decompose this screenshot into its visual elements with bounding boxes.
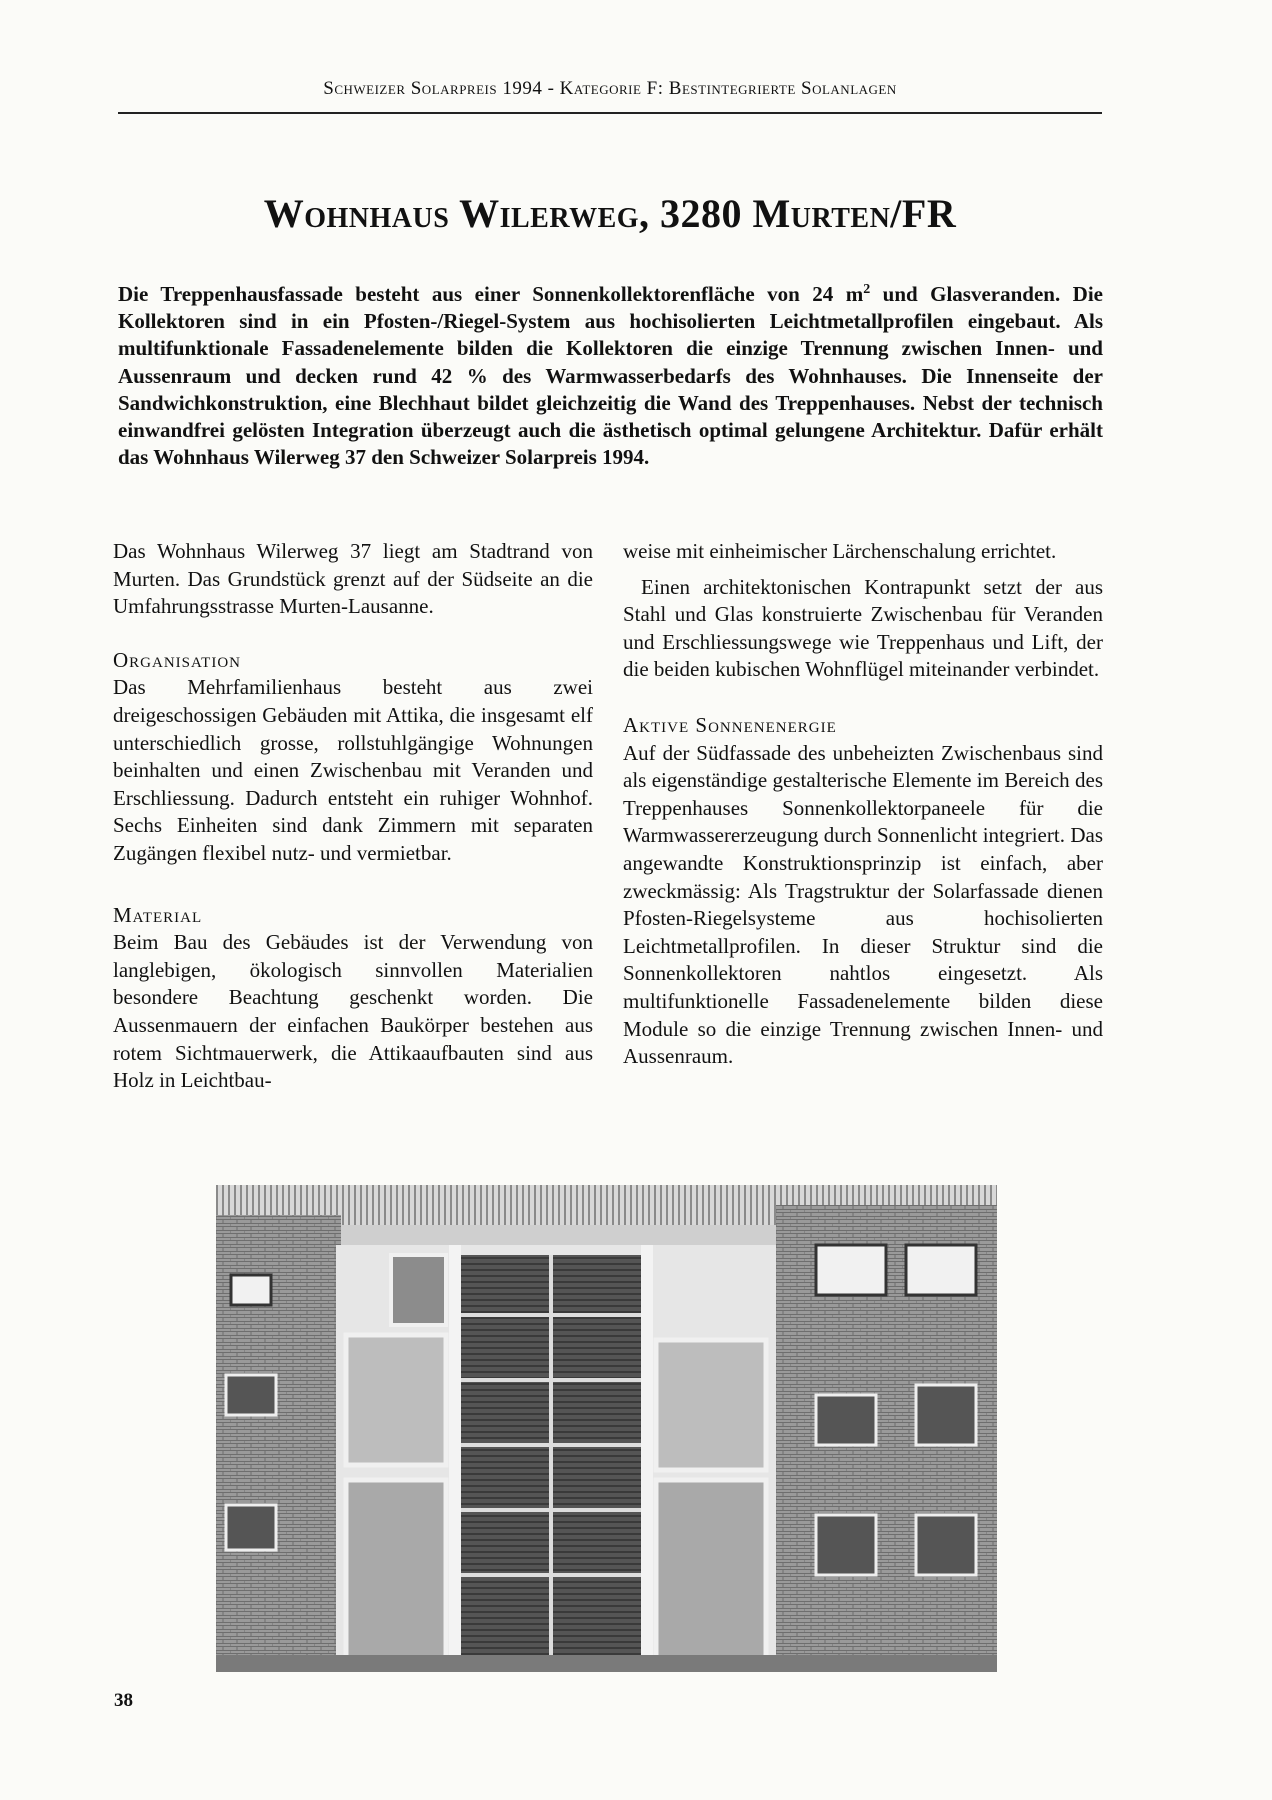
page-number: 38 <box>114 1690 133 1711</box>
material-paragraph-2: Einen architektonischen Kontrapunkt setzt der aus Stahl und Glas konstruierte Zwischenbau für Veranden und Erschliessungswege wie Treppenhaus und Lift, der die beiden kubischen Wohnflügel miteinander verbindet. <box>623 574 1103 682</box>
organisation-heading: Organisation <box>113 647 241 672</box>
building-facade-illustration <box>216 1185 997 1672</box>
lead-text-part2: und Glasveranden. Die Kollektoren sind in ein Pfosten-/Riegel-System aus hochisolierten Leichtmetallprofilen eingebaut. Als multifunktionale Fassadenelemente bilden die Kollektoren die einzige Trennung zwischen Innen- und Aussenraum und decken rund 42 % des Warmwasserbedarfs des Wohnhauses. Die Innenseite der Sandwichkonstruktion, eine Blechhaut bildet gleichzeitig die Wand des Treppenhauses. Nebst der technisch einwandfrei gelösten Integration überzeugt auch die ästhetisch optimal gelungene Architektur. Dafür erhält das Wohnhaus Wilerweg 37 den Schweizer Solarpreis 1994. <box>118 282 1103 470</box>
lead-superscript: 2 <box>863 282 871 297</box>
header-rule <box>118 112 1102 114</box>
material-heading: Material <box>113 902 203 927</box>
lead-text-part1: Die Treppenhausfassade besteht aus einer Sonnenkollektorenfläche von 24 m <box>118 282 864 306</box>
page-title: Wohnhaus Wilerweg, 3280 Murten/FR <box>263 191 957 236</box>
lead-paragraph <box>118 276 1103 471</box>
organisation-paragraph: Das Mehrfamilienhaus besteht aus zwei dreigeschossigen Gebäuden mit Attika, die insgesamt elf unterschiedlich grosse, rollstuhlgängige Wohnungen beinhalten und einen Zwischenbau mit Veranden und Erschliessung. Dadurch entsteht ein ruhiger Wohnhof. Sechs Einheiten sind dank Zimmern mit separaten Zugängen flexibel nutz- und vermietbar. <box>113 675 593 865</box>
solar-heading: Aktive Sonnenenergie <box>623 712 837 737</box>
intro-paragraph: Das Wohnhaus Wilerweg 37 liegt am Stadtrand von Murten. Das Grundstück grenzt auf der Südseite an die Umfahrungsstrasse Murten-Lausanne. <box>113 539 593 619</box>
running-header: Schweizer Solarpreis 1994 - Kategorie F: Bestintegrierte Solanlagen <box>323 78 897 99</box>
building-photo <box>216 1185 997 1672</box>
material-paragraph: Beim Bau des Gebäudes ist der Verwendung von langlebigen, ökologisch sinnvollen Materialien besondere Beachtung geschenkt worden. Die Aussenmauern der einfachen Baukörper bestehen aus rotem Sichtmauerwerk, die Attikaaufbauten sind aus Holz in Leichtbau- <box>113 930 593 1093</box>
left-column <box>113 538 593 1095</box>
solar-paragraph: Auf der Südfassade des unbeheizten Zwischenbaus sind als eigenständige gestalterische Elemente im Bereich des Treppenhauses Sonnenkollektorpaneele für die Warmwassererzeugung durch Sonnenlicht integriert. Das angewandte Konstruktionsprinzip ist einfach, aber zweckmässig: Als Tragstruktur der Solarfassade dienen Pfosten-Riegelsysteme aus hochisolierten Leichtmetallprofilen. In dieser Struktur sind die Sonnenkollektoren nahtlos eingesetzt. Als multifunktionelle Fassadenelemente bilden diese Module so die einzige Trennung zwischen Innen- und Aussenraum. <box>623 740 1103 1069</box>
material-continuation: weise mit einheimischer Lärchenschalung errichtet. <box>623 539 1057 563</box>
right-column <box>623 538 1103 1071</box>
